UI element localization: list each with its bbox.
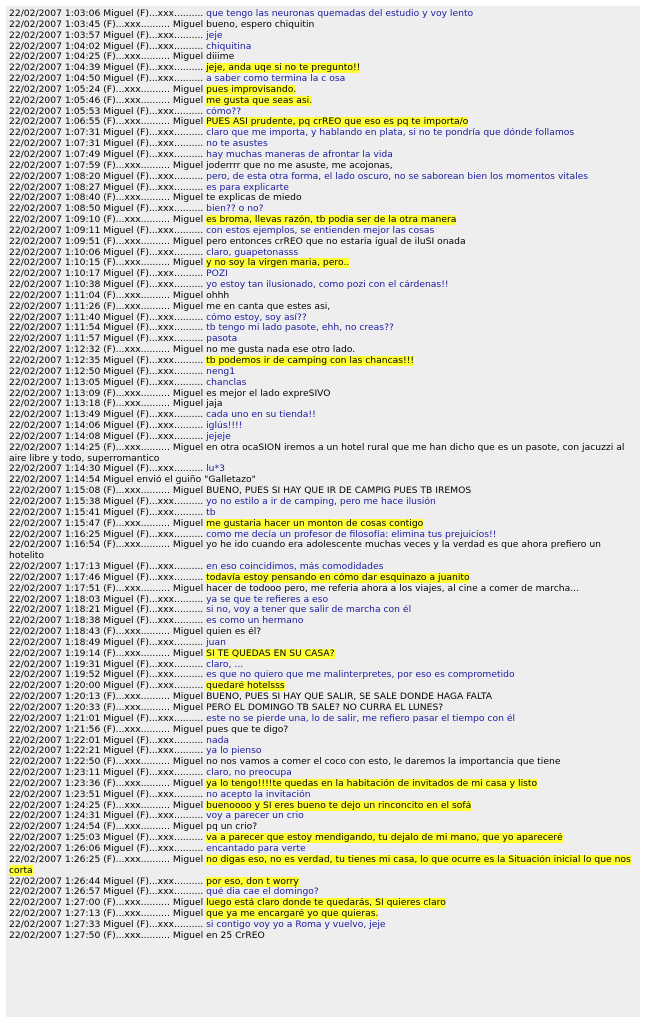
chat-line-header: 22/02/2007 1:09:10 (F)...xxx.......... Miguel: [9, 215, 207, 226]
chat-line: [9, 703, 637, 714]
chat-line-header: 22/02/2007 1:22:01 Miguel (F)...xxx..........: [9, 735, 207, 746]
chat-message-text: yo estoy tan ilusionado, como pozi con el cárdenas!!: [206, 280, 449, 291]
chat-message-text: nada: [206, 735, 230, 746]
chat-line: [9, 497, 637, 508]
chat-line: [9, 877, 637, 888]
chat-message-text: diiime: [206, 52, 235, 63]
chat-line: [9, 107, 637, 118]
chat-message-text: bueno, espero chiquitin: [206, 19, 315, 30]
chat-message-text: si no, voy a tener que salir de marcha con él: [206, 605, 412, 616]
chat-line-header: 22/02/2007 1:07:59 (F)...xxx.......... Miguel: [9, 160, 207, 171]
chat-line: [9, 313, 637, 324]
chat-line-header: 22/02/2007 1:15:38 Miguel (F)...xxx..........: [9, 496, 207, 507]
chat-line: [9, 898, 637, 909]
chat-message-text: voy a parecer un crio: [206, 811, 304, 822]
chat-message-text: es como un hermano: [206, 616, 304, 627]
chat-line: [9, 768, 637, 779]
chat-message-text: cómo estoy, soy así??: [206, 312, 307, 323]
chat-line: [9, 573, 637, 584]
chat-message-text: bien?? o no?: [206, 204, 264, 215]
chat-line-header: 22/02/2007 1:13:49 Miguel (F)...xxx..........: [9, 410, 207, 421]
chat-line: [9, 226, 637, 237]
chat-message-text: no digas eso, no es verdad, tu tienes mi casa, lo que ocurre es la Situación inicial lo que nos corta: [9, 854, 631, 876]
chat-line: [9, 508, 637, 519]
chat-line-header: 22/02/2007 1:19:14 (F)...xxx.......... Miguel: [9, 648, 207, 659]
chat-line-header: 22/02/2007 1:08:40 (F)...xxx.......... Miguel: [9, 193, 207, 204]
chat-message-text: no nos vamos a comer el coco con esto, le daremos la importancia que tiene: [206, 757, 561, 768]
chat-message-text: me gustaria hacer un monton de cosas contigo: [206, 518, 424, 529]
chat-message-text: BUENO, PUES SI HAY QUE SALIR, SE SALE DONDE HAGA FALTA: [206, 692, 493, 703]
chat-message-text: te explicas de miedo: [206, 193, 302, 204]
chat-line-header: 22/02/2007 1:03:45 (F)...xxx.......... Miguel: [9, 19, 207, 30]
chat-line: [9, 193, 637, 204]
chat-line-header: 22/02/2007 1:27:50 (F)...xxx.......... Miguel: [9, 930, 207, 941]
chat-line-header: 22/02/2007 1:21:56 (F)...xxx.......... Miguel: [9, 724, 207, 735]
chat-line: [9, 150, 637, 161]
chat-line: [9, 367, 637, 378]
chat-line-header: 22/02/2007 1:05:53 Miguel (F)...xxx..........: [9, 106, 207, 117]
chat-line: [9, 378, 637, 389]
chat-line: [9, 909, 637, 920]
chat-line-header: 22/02/2007 1:10:06 Miguel (F)...xxx..........: [9, 247, 207, 258]
chat-line-header: 22/02/2007 1:11:26 (F)...xxx.......... Miguel: [9, 301, 207, 312]
chat-line: [9, 117, 637, 128]
chat-line: [9, 822, 637, 833]
chat-message-text: pues improvisando.: [206, 84, 297, 95]
chat-message-text: POZI: [206, 269, 228, 280]
chat-message-text: PUES ASÍ prudente, pq crREO que eso es pq te importa/o: [206, 117, 469, 128]
chat-line-header: 22/02/2007 1:04:25 (F)...xxx.......... Miguel: [9, 52, 207, 63]
chat-line-header: 22/02/2007 1:09:51 (F)...xxx.......... Miguel: [9, 236, 207, 247]
chat-line-header: 22/02/2007 1:14:06 Miguel (F)...xxx..........: [9, 421, 207, 432]
chat-message-text: me en canta que estes asi,: [206, 301, 331, 312]
chat-log: [6, 6, 640, 1017]
chat-line-header: 22/02/2007 1:11:04 (F)...xxx.......... Miguel: [9, 290, 207, 301]
chat-message-text: quedaré hotelsss: [206, 681, 285, 692]
chat-message-text: BUENO, PUES SI HAY QUE IR DE CAMPIG PUES TB IREMOS: [206, 486, 472, 497]
chat-message-text: joderrrr que no me asuste, me acojonas,: [206, 160, 393, 171]
chat-line: [9, 399, 637, 410]
chat-line-header: 22/02/2007 1:07:31 Miguel (F)...xxx..........: [9, 128, 207, 139]
chat-message-text: con estos ejemplos, se entienden mejor las cosas: [206, 225, 435, 236]
chat-line-header: 22/02/2007 1:09:11 Miguel (F)...xxx..........: [9, 225, 207, 236]
chat-message-text: me gusta que seas asi.: [206, 95, 313, 106]
chat-line-header: 22/02/2007 1:06:55 (F)...xxx.......... Miguel: [9, 117, 207, 128]
chat-line-header: 22/02/2007 1:22:50 (F)...xxx.......... Miguel: [9, 757, 207, 768]
chat-message-text: neng1: [206, 366, 236, 377]
chat-line-header: 22/02/2007 1:18:21 Miguel (F)...xxx..........: [9, 605, 207, 616]
chat-line: [9, 139, 637, 150]
chat-line-header: 22/02/2007 1:14:08 Miguel (F)...xxx..........: [9, 431, 207, 442]
chat-line: [9, 649, 637, 660]
chat-line: [9, 96, 637, 107]
chat-line: [9, 616, 637, 627]
chat-message-text: si contigo voy yo a Roma y vuelvo, jeje: [206, 919, 386, 930]
chat-message-text: a saber como termina la c osa: [206, 74, 346, 85]
chat-message-text: luego está claro donde te quedarás, SI quieres claro: [206, 898, 446, 909]
chat-line-header: 22/02/2007 1:21:01 Miguel (F)...xxx..........: [9, 713, 207, 724]
chat-line: [9, 323, 637, 334]
chat-message-text: en eso coincidimos, más comodidades: [206, 562, 384, 573]
chat-message-text: como me decía un profesor de filosofía: elimina tus prejuicios!!: [206, 529, 497, 540]
chat-line: [9, 204, 637, 215]
chat-line-header: 22/02/2007 1:26:44 Miguel (F)...xxx..........: [9, 876, 207, 887]
chat-line: [9, 595, 637, 606]
chat-line-header: 22/02/2007 1:24:31 Miguel (F)...xxx..........: [9, 811, 207, 822]
chat-line: [9, 855, 637, 877]
chat-line: [9, 801, 637, 812]
chat-message-text: ya lo tengo!!!!te quedas en la habitación de invitados de mi casa y listo: [206, 778, 538, 789]
chat-message-text: pq un crio?: [206, 822, 258, 833]
chat-message-text: jejeje: [206, 431, 231, 442]
chat-line-header: 22/02/2007 1:26:25 (F)...xxx.......... Miguel: [9, 854, 207, 865]
chat-line: [9, 42, 637, 53]
chat-message-text: PERO EL DOMINGO TB SALE? NO CURRA EL LUNES?: [206, 703, 444, 713]
chat-line: [9, 85, 637, 96]
chat-line: [9, 714, 637, 725]
chat-line-header: 22/02/2007 1:10:38 Miguel (F)...xxx..........: [9, 280, 207, 291]
chat-message-text: en otra ocaSION iremos a un hotel rural que me han dicho que es un pasote, con jacuzzi al aire libre y todo, superromantico: [9, 442, 625, 464]
chat-line: [9, 757, 637, 768]
chat-message-text: es mejor el lado expreSIVO: [206, 388, 331, 399]
chat-message-text: todavía estoy pensando en cómo dar esquinazo a juanito: [206, 572, 470, 583]
chat-line-header: 22/02/2007 1:10:17 Miguel (F)...xxx..........: [9, 269, 207, 280]
chat-message-text: juan: [206, 637, 226, 648]
chat-line: [9, 530, 637, 541]
chat-line: [9, 31, 637, 42]
chat-line-header: 22/02/2007 1:18:43 (F)...xxx.......... Miguel: [9, 627, 207, 638]
chat-line: [9, 356, 637, 367]
chat-line-header: 22/02/2007 1:07:49 Miguel (F)...xxx..........: [9, 149, 207, 160]
chat-message-text: no me gusta nada ese otro lado.: [206, 345, 356, 356]
chat-line: [9, 920, 637, 931]
chat-line-header: 22/02/2007 1:03:57 Miguel (F)...xxx..........: [9, 30, 207, 41]
chat-line-header: 22/02/2007 1:24:54 (F)...xxx.......... Miguel: [9, 822, 207, 833]
chat-line-header: 22/02/2007 1:07:31 Miguel (F)...xxx..........: [9, 139, 207, 150]
chat-line-header: 22/02/2007 1:23:36 (F)...xxx.......... Miguel: [9, 778, 207, 789]
chat-line: [9, 248, 637, 259]
chat-line-header: 22/02/2007 1:05:24 (F)...xxx.......... Miguel: [9, 84, 207, 95]
chat-line-header: 22/02/2007 1:03:06 Miguel (F)...xxx..........: [9, 9, 207, 19]
chat-message-text: yo he ido cuando era adolescente muchas veces y la verdad es que ahora prefiero un hotelito: [9, 540, 601, 562]
chat-line: [9, 237, 637, 248]
chat-message-text: pues que te digo?: [206, 724, 289, 735]
chat-line-header: 22/02/2007 1:16:54 (F)...xxx.......... Miguel: [9, 540, 207, 551]
chat-message-text: iglús!!!!: [206, 421, 243, 432]
chat-line-header: 22/02/2007 1:14:30 Miguel (F)...xxx..........: [9, 464, 207, 475]
chat-message-text: por eso, don t worry: [206, 876, 299, 887]
chat-message-text: claro, no preocupa: [206, 768, 292, 779]
chat-message-text: pero, de esta otra forma, el lado oscuro, no se saborean bien los momentos vitales: [206, 171, 589, 182]
chat-message-text: este no se pierde una, lo de salir, me refiero pasar el tiempo con él: [206, 713, 516, 724]
chat-line-header: 22/02/2007 1:15:08 (F)...xxx.......... Miguel: [9, 486, 207, 497]
chat-line-header: 22/02/2007 1:17:13 Miguel (F)...xxx..........: [9, 562, 207, 573]
chat-message-text: quien es él?: [206, 627, 262, 638]
chat-line: [9, 779, 637, 790]
chat-line-header: 22/02/2007 1:13:18 (F)...xxx.......... Miguel: [9, 399, 207, 410]
chat-line: [9, 421, 637, 432]
chat-line: [9, 432, 637, 443]
chat-line-header: 22/02/2007 1:17:51 (F)...xxx.......... Miguel: [9, 583, 207, 594]
chat-line: [9, 833, 637, 844]
chat-message-text: no acepto la invitación: [206, 789, 311, 800]
chat-message-text: y no soy la virgen maria, pero..: [206, 258, 350, 269]
chat-line: [9, 389, 637, 400]
chat-line: [9, 519, 637, 530]
chat-message-text: buenoooo y SI eres bueno te dejo un rinconcito en el sofá: [206, 800, 472, 811]
chat-message-text: lu*3: [206, 464, 225, 475]
chat-line: [9, 215, 637, 226]
chat-line: [9, 334, 637, 345]
chat-line: [9, 584, 637, 595]
chat-line-header: 22/02/2007 1:19:52 Miguel (F)...xxx..........: [9, 670, 207, 681]
chat-line: [9, 9, 637, 20]
chat-line-header: 22/02/2007 1:26:57 Miguel (F)...xxx..........: [9, 887, 207, 898]
chat-message-text: no te asustes: [206, 139, 268, 150]
chat-line: [9, 605, 637, 616]
chat-message-text: claro que me importa, y hablando en plata, si no te pondría que dónde follamos: [206, 128, 575, 139]
chat-message-text: ohhh: [206, 290, 230, 301]
chat-line: [9, 887, 637, 898]
chat-message-text: pasota: [206, 334, 238, 345]
chat-line: [9, 291, 637, 302]
chat-line-header: 22/02/2007 1:20:13 (F)...xxx.......... Miguel: [9, 692, 207, 703]
chat-message-text: ya lo pienso: [206, 746, 262, 757]
chat-line: [9, 475, 637, 486]
chat-line: [9, 410, 637, 421]
chat-line-header: 22/02/2007 1:17:46 Miguel (F)...xxx..........: [9, 572, 207, 583]
chat-line: [9, 660, 637, 671]
chat-line: [9, 52, 637, 63]
chat-line: [9, 670, 637, 681]
chat-line-header: 22/02/2007 1:23:51 Miguel (F)...xxx..........: [9, 789, 207, 800]
chat-line: [9, 844, 637, 855]
chat-message-text: SI TE QUEDAS EN SU CASA?: [206, 648, 335, 659]
chat-message-text: es para explicarte: [206, 182, 289, 193]
chat-line-header: 22/02/2007 1:27:33 Miguel (F)...xxx..........: [9, 919, 207, 930]
chat-line-header: 22/02/2007 1:15:41 Miguel (F)...xxx..........: [9, 507, 207, 518]
chat-message-text: jeje, anda uqe si no te pregunto!!: [206, 63, 361, 74]
chat-line: [9, 638, 637, 649]
chat-line-header: 22/02/2007 1:12:35 Miguel (F)...xxx..........: [9, 356, 207, 366]
chat-line: [9, 627, 637, 638]
chat-line-header: 22/02/2007 1:10:15 (F)...xxx.......... Miguel: [9, 258, 207, 269]
chat-line-header: 22/02/2007 1:08:20 Miguel (F)...xxx..........: [9, 171, 207, 182]
chat-line: [9, 269, 637, 280]
chat-message-text: jaja: [206, 399, 223, 410]
chat-line-header: 22/02/2007 1:04:02 Miguel (F)...xxx..........: [9, 41, 207, 52]
chat-line-header: 22/02/2007 1:27:00 (F)...xxx.......... Miguel: [9, 898, 207, 909]
chat-message-text: va a parecer que estoy mendigando, tu dejalo de mi mano, que yo apareceré: [206, 833, 563, 844]
chat-line-header: 22/02/2007 1:14:54 Miguel envió el guiño "Galletazo": [9, 475, 256, 486]
chat-message-text: claro, ...: [206, 659, 244, 670]
chat-line-header: 22/02/2007 1:11:57 Miguel (F)...xxx..........: [9, 334, 207, 345]
chat-message-text: en 25 CrREO: [206, 930, 265, 941]
chat-line-header: 22/02/2007 1:11:40 Miguel (F)...xxx..........: [9, 312, 207, 323]
chat-line: [9, 161, 637, 172]
chat-message-text: que ya me encargaré yo que quieras.: [206, 909, 379, 920]
chat-line-header: 22/02/2007 1:16:25 Miguel (F)...xxx..........: [9, 529, 207, 540]
chat-line-header: 22/02/2007 1:14:25 (F)...xxx.......... Miguel: [9, 442, 207, 453]
chat-line: [9, 63, 637, 74]
chat-line-header: 22/02/2007 1:12:50 Miguel (F)...xxx..........: [9, 366, 207, 377]
chat-line: [9, 725, 637, 736]
chat-line-header: 22/02/2007 1:18:38 Miguel (F)...xxx..........: [9, 616, 207, 627]
chat-line-header: 22/02/2007 1:08:27 Miguel (F)...xxx..........: [9, 182, 207, 193]
chat-line-header: 22/02/2007 1:04:39 Miguel (F)...xxx..........: [9, 63, 207, 74]
chat-line-header: 22/02/2007 1:05:46 (F)...xxx.......... Miguel: [9, 95, 207, 106]
chat-message-text: chiquitina: [206, 41, 252, 52]
chat-line-header: 22/02/2007 1:20:33 (F)...xxx.......... Miguel: [9, 703, 207, 713]
chat-line: [9, 746, 637, 757]
chat-line: [9, 20, 637, 31]
chat-message-text: claro, guapetonasss: [206, 247, 299, 258]
chat-line: [9, 280, 637, 291]
chat-line: [9, 302, 637, 313]
chat-line-header: 22/02/2007 1:13:05 Miguel (F)...xxx..........: [9, 377, 207, 388]
chat-message-text: cada uno en su tienda!!: [206, 410, 316, 421]
chat-message-text: cómo??: [206, 106, 242, 117]
chat-line-header: 22/02/2007 1:08:50 Miguel (F)...xxx..........: [9, 204, 207, 215]
chat-line-header: 22/02/2007 1:18:49 Miguel (F)...xxx..........: [9, 637, 207, 648]
chat-line-header: 22/02/2007 1:23:11 Miguel (F)...xxx..........: [9, 768, 207, 779]
chat-message-text: tb: [206, 507, 216, 518]
chat-line-header: 22/02/2007 1:12:32 (F)...xxx.......... Miguel: [9, 345, 207, 356]
chat-line: [9, 931, 637, 942]
chat-message-text: tb podemos ir de camping con las chancas!!!: [206, 356, 415, 366]
chat-message-text: hay muchas maneras de afrontar la vida: [206, 149, 393, 160]
chat-line: [9, 183, 637, 194]
chat-message-text: jeje: [206, 30, 223, 41]
chat-message-text: yo no estilo a ir de camping, pero me hace ilusión: [206, 496, 436, 507]
chat-line: [9, 562, 637, 573]
chat-message-text: encantado para verte: [206, 843, 306, 854]
chat-line: [9, 540, 637, 562]
chat-line-header: 22/02/2007 1:13:09 (F)...xxx.......... Miguel: [9, 388, 207, 399]
chat-message-text: es que no quiero que me malinterpretes, por eso es comprometido: [206, 670, 515, 681]
chat-line: [9, 128, 637, 139]
chat-line-header: 22/02/2007 1:11:54 Miguel (F)...xxx..........: [9, 323, 207, 334]
chat-message-text: pero entonces crREO que no estaria igual de iluSI onada: [206, 236, 466, 247]
chat-message-text: chanclas: [206, 377, 247, 388]
chat-message-text: qué dia cae el domingo?: [206, 887, 319, 898]
chat-line-header: 22/02/2007 1:22:21 Miguel (F)...xxx..........: [9, 746, 207, 757]
chat-line: [9, 74, 637, 85]
chat-message-text: hacer de todooo pero, me referia ahora a los viajes, al cine a comer de marcha...: [206, 583, 579, 594]
chat-line: [9, 811, 637, 822]
chat-line: [9, 464, 637, 475]
chat-message-text: que tengo las neuronas quemadas del estudio y voy lento: [206, 9, 474, 19]
chat-line-header: 22/02/2007 1:15:47 (F)...xxx.......... Miguel: [9, 518, 207, 529]
chat-line: [9, 345, 637, 356]
chat-line-header: 22/02/2007 1:19:31 Miguel (F)...xxx..........: [9, 659, 207, 670]
chat-message-text: tb tengo mi lado pasote, ehh, no creas??: [206, 323, 394, 334]
chat-line-header: 22/02/2007 1:25:03 Miguel (F)...xxx..........: [9, 833, 207, 844]
chat-line-header: 22/02/2007 1:04:50 Miguel (F)...xxx..........: [9, 74, 207, 85]
chat-line-header: 22/02/2007 1:18:03 Miguel (F)...xxx..........: [9, 594, 207, 605]
chat-line-header: 22/02/2007 1:26:06 Miguel (F)...xxx..........: [9, 843, 207, 854]
chat-line: [9, 258, 637, 269]
chat-line-header: 22/02/2007 1:27:13 (F)...xxx.......... Miguel: [9, 909, 207, 920]
chat-message-text: es broma, llevas razón, tb podia ser de la otra manera: [206, 215, 457, 226]
chat-line: [9, 681, 637, 692]
chat-line: [9, 692, 637, 703]
chat-message-text: ya se que te refieres a eso: [206, 594, 329, 605]
chat-line: [9, 736, 637, 747]
chat-line: [9, 486, 637, 497]
chat-line-header: 22/02/2007 1:24:25 (F)...xxx.......... Miguel: [9, 800, 207, 811]
chat-line: [9, 172, 637, 183]
chat-line: [9, 443, 637, 465]
chat-line-header: 22/02/2007 1:20:00 Miguel (F)...xxx..........: [9, 681, 207, 692]
chat-line: [9, 790, 637, 801]
